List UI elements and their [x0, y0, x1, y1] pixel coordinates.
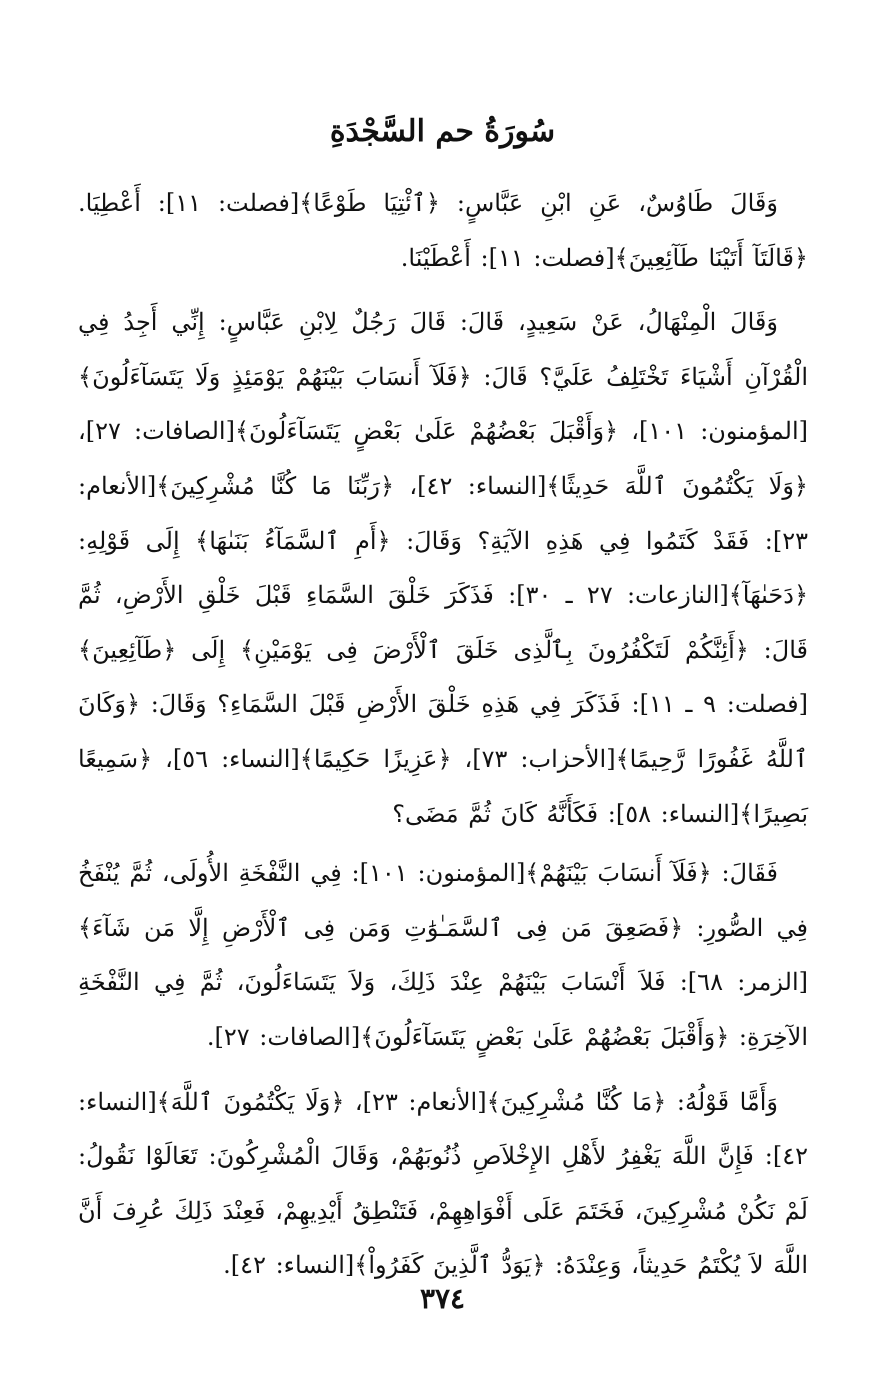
paragraph-mushrikun: وَأَمَّا قَوْلُهُ: ﴿مَا كُنَّا مُشْرِكِينَ﴾[الأنعام: ٢٣]، ﴿وَلَا يَكْتُمُونَ ٱللَّهَ﴾[النساء: ٤٢]: فَإِنَّ اللَّهَ يَغْفِرُ لأَهْلِ الإِخْلاَصِ ذُنُوبَهُمْ، وَقَالَ الْمُشْرِكُونَ: تَعَالَوْا نَقُولُ: لَمْ نَكُنْ مُشْرِكِينَ، فَخَتَمَ عَلَى أَفْوَاهِهِمْ، فَتَنْطِقُ أَيْدِيهِمْ، فَعِنْدَ ذَلِكَ عُرِفَ أَنَّ اللَّهَ لاَ يُكْتَمُ حَدِيثاً، وَعِنْدَهُ: ﴿يَوَدُّ ٱلَّذِينَ كَفَرُواْ﴾[النساء: ٤٢]. — [78, 1087, 808, 1280]
page-title: سُورَةُ حم السَّجْدَةِ — [329, 114, 556, 149]
paragraph-tawus: وَقَالَ طَاوُسٌ، عَنِ ابْنِ عَبَّاسٍ: ﴿ٱئْتِيَا طَوْعًا﴾[فصلت: ١١]: أَعْطِيَا. ﴿قَالَتَآ أَتَيْنَا طَآئِعِينَ﴾[فصلت: ١١]: أَعْطَيْنَا. — [78, 189, 808, 272]
paragraph-ibn-abbas-answer: فَقَالَ: ﴿فَلَآ أَنسَابَ بَيْنَهُمْ﴾[المؤمنون: ١٠١]: فِي النَّفْخَةِ الأُولَى، ثُمَّ يُنْفَخُ فِي الصُّورِ: ﴿فَصَعِقَ مَن فِى ٱلسَّمَـٰوَٰتِ وَمَن فِى ٱلْأَرْضِ إِلَّا مَن شَآءَ﴾[الزمر: ٦٨]: فَلاَ أَنْسَابَ بَيْنَهُمْ عِنْدَ ذَلِكَ، وَلاَ يَتَسَاءَلُونَ، ثُمَّ فِي النَّفْخَةِ الآخِرَةِ: ﴿وَأَقْبَلَ بَعْضُهُمْ عَلَىٰ بَعْضٍ يَتَسَآءَلُونَ﴾[الصافات: ٢٧]. — [78, 859, 809, 1051]
paragraph-minhal-question: وَقَالَ الْمِنْهَالُ، عَنْ سَعِيدٍ، قَالَ: قَالَ رَجُلٌ لِابْنِ عَبَّاسٍ: إِنِّي أَجِدُ فِي الْقُرْآنِ أَشْيَاءَ تَخْتَلِفُ عَلَيَّ؟ قَالَ: ﴿فَلَآ أَنسَابَ بَيْنَهُمْ يَوْمَئِذٍ وَلَا يَتَسَآءَلُونَ﴾[المؤمنون: ١٠١]، ﴿وَأَقْبَلَ بَعْضُهُمْ عَلَىٰ بَعْضٍ يَتَسَآءَلُونَ﴾[الصافات: ٢٧]، ﴿وَلَا يَكْتُمُونَ ٱللَّهَ حَدِيثًا﴾[النساء: ٤٢]، ﴿رَبِّنَا مَا كُنَّا مُشْرِكِينَ﴾[الأنعام: ٢٣]: فَقَدْ كَتَمُوا فِي هَذِهِ الآيَةِ؟ وَقَالَ: ﴿أَمِ ٱلسَّمَآءُ بَنَىٰهَا﴾ إِلَى قَوْلِهِ: ﴿دَحَىٰهَآ﴾[النازعات: ٢٧ ـ ٣٠]: فَذَكَرَ خَلْقَ السَّمَاءِ قَبْلَ خَلْقِ الأَرْضِ، ثُمَّ قَالَ: ﴿أَئِنَّكُمْ لَتَكْفُرُونَ بِٱلَّذِى خَلَقَ ٱلْأَرْضَ فِى يَوْمَيْنِ﴾ إِلَى ﴿طَآئِعِينَ﴾[فصلت: ٩ ـ ١١]: فَذَكَرَ فِي هَذِهِ خَلْقَ الأَرْضِ قَبْلَ السَّمَاءِ؟ وَقَالَ: ﴿وَكَانَ ٱللَّهُ غَفُورًا رَّحِيمًا﴾[الأحزاب: ٧٣]، ﴿عَزِيزًا حَكِيمًا﴾[النساء: ٥٦]، ﴿سَمِيعًا بَصِيرًا﴾[النساء: ٥٨]: فَكَأَنَّهُ كَانَ ثُمَّ مَضَى؟ — [78, 308, 809, 828]
page-number: ٣٧٤ — [419, 1282, 466, 1315]
page-body — [78, 176, 808, 1313]
